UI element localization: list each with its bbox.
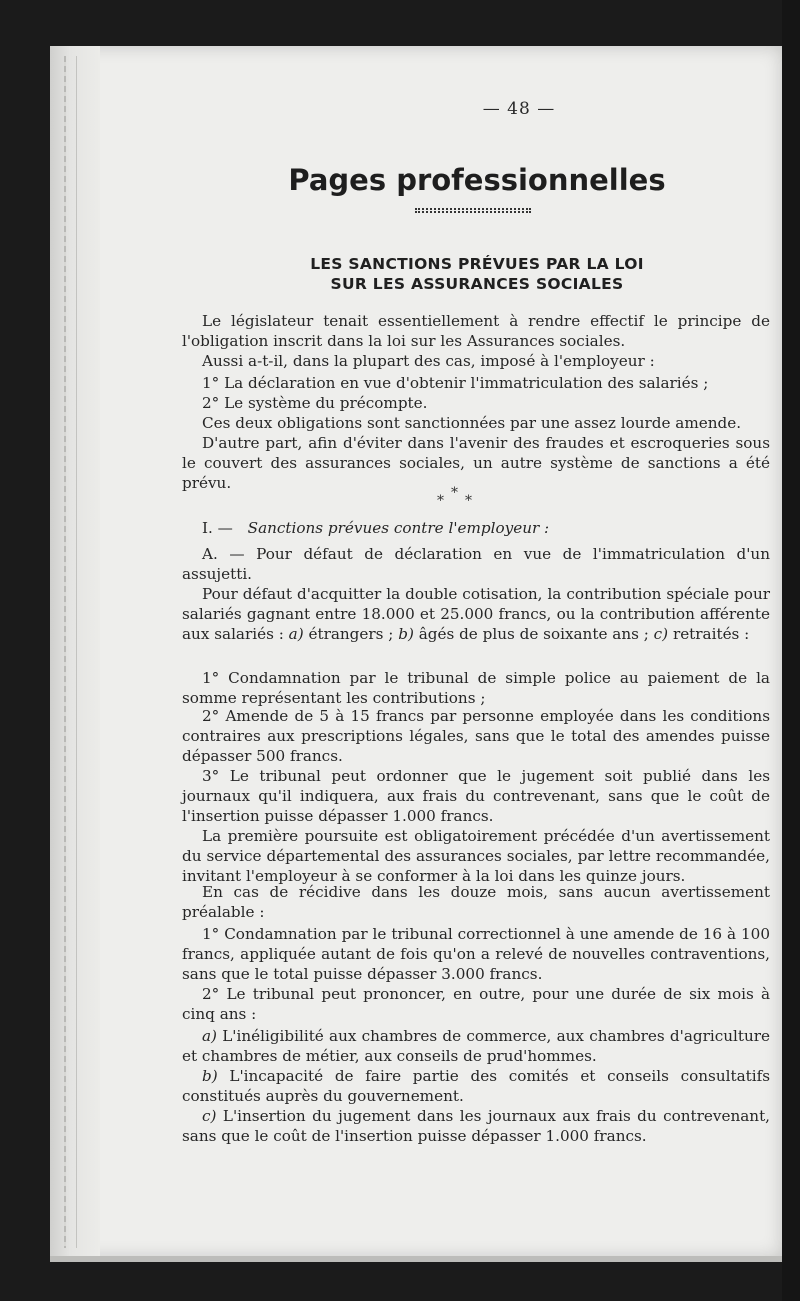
section-number: I. — bbox=[202, 519, 233, 537]
section-separator: * * * bbox=[437, 485, 472, 509]
list-marker: c) bbox=[202, 1107, 217, 1125]
paragraph: Ces deux obligations sont sanctionnées par une assez lourde amende. bbox=[202, 414, 742, 432]
list-item: 1° La déclaration en vue d'obtenir l'immatriculation des salariés ; bbox=[202, 374, 709, 392]
page-number: — 48 — bbox=[482, 99, 556, 119]
article-heading: LES SANCTIONS PRÉVUES PAR LA LOI bbox=[310, 255, 644, 273]
list-item bbox=[182, 1026, 770, 1066]
paragraph: A. — Pour défaut de déclaration en vue de l'immatriculation d'un assujetti. bbox=[182, 545, 770, 584]
paragraph: La première poursuite est obligatoirement précédée d'un avertissement du service départemental des assurances sociales, par lettre recommandée, invitant l'employeur à se conformer à la loi dans les quinze jours. bbox=[182, 827, 770, 886]
list-marker: c) bbox=[653, 625, 669, 644]
list-item: 2° Amende de 5 à 15 francs par personne employée dans les conditions contraires aux prescriptions légales, sans que le total des amendes puisse dépasser 500 francs. bbox=[182, 707, 770, 766]
list-item: 1° Condamnation par le tribunal de simple police au paiement de la somme représentant les contributions ; bbox=[182, 669, 770, 708]
section-title bbox=[182, 518, 770, 538]
list-text: âgés de plus de soixante ans ; bbox=[418, 625, 649, 644]
list-marker: b) bbox=[398, 625, 414, 644]
list-item bbox=[182, 1106, 770, 1146]
paragraph: D'autre part, afin d'éviter dans l'avenir des fraudes et escroqueries sous le couvert des assurances sociales, un autre système de sanctions a été prévu. bbox=[182, 434, 770, 493]
list-marker: a) bbox=[288, 625, 304, 644]
list-text: étrangers ; bbox=[308, 625, 394, 644]
article-subheading: SUR LES ASSURANCES SOCIALES bbox=[330, 275, 624, 293]
list-marker: b) bbox=[202, 1067, 218, 1085]
paragraph-text: Pour défaut d'acquitter la double cotisation, la contribution spéciale pour salariés gagnant entre 18.000 et 25.000 francs, ou la contribution afférente aux salariés : bbox=[182, 585, 770, 644]
list-text: retraités : bbox=[672, 625, 750, 644]
list-text: L'incapacité de faire partie des comités et conseils consultatifs constitués auprès du gouvernement. bbox=[182, 1067, 771, 1106]
title-rule bbox=[415, 211, 531, 213]
list-item bbox=[182, 1066, 770, 1106]
list-text: L'insertion du jugement dans les journaux aux frais du contrevenant, sans que le coût de l'insertion puisse dépasser 1.000 francs. bbox=[182, 1107, 771, 1146]
list-item: 3° Le tribunal peut ordonner que le jugement soit publié dans les journaux qu'il indiquera, aux frais du contrevenant, sans que le coût de l'insertion puisse dépasser 1.000 francs. bbox=[182, 767, 770, 826]
binding-edge bbox=[50, 46, 100, 1258]
list-marker: a) bbox=[202, 1027, 217, 1045]
scan-background bbox=[782, 0, 800, 1301]
title-rule bbox=[415, 208, 531, 210]
paragraph: Le législateur tenait essentiellement à rendre effectif le principe de l'obligation inscrit dans la loi sur les Assurances sociales. bbox=[182, 312, 770, 351]
page-bottom-edge bbox=[50, 1256, 782, 1262]
paragraph: En cas de récidive dans les douze mois, sans aucun avertissement préalable : bbox=[182, 883, 770, 922]
paragraph: Aussi a-t-il, dans la plupart des cas, imposé à l'employeur : bbox=[202, 352, 655, 370]
list-text: L'inéligibilité aux chambres de commerce, aux chambres d'agriculture et chambres de métier, aux conseils de prud'hommes. bbox=[182, 1027, 770, 1066]
list-item: 1° Condamnation par le tribunal correctionnel à une amende de 16 à 100 francs, appliquée autant de fois qu'on a relevé de nouvelles contraventions, sans que le total puisse dépasser 3.000 francs. bbox=[182, 925, 770, 984]
section-title-text: Sanctions prévues contre l'employeur : bbox=[247, 519, 550, 537]
page-title: Pages professionnelles bbox=[288, 163, 666, 197]
list-item: 2° Le système du précompte. bbox=[202, 394, 428, 412]
paragraph bbox=[182, 584, 770, 645]
list-item: 2° Le tribunal peut prononcer, en outre, pour une durée de six mois à cinq ans : bbox=[182, 985, 770, 1024]
